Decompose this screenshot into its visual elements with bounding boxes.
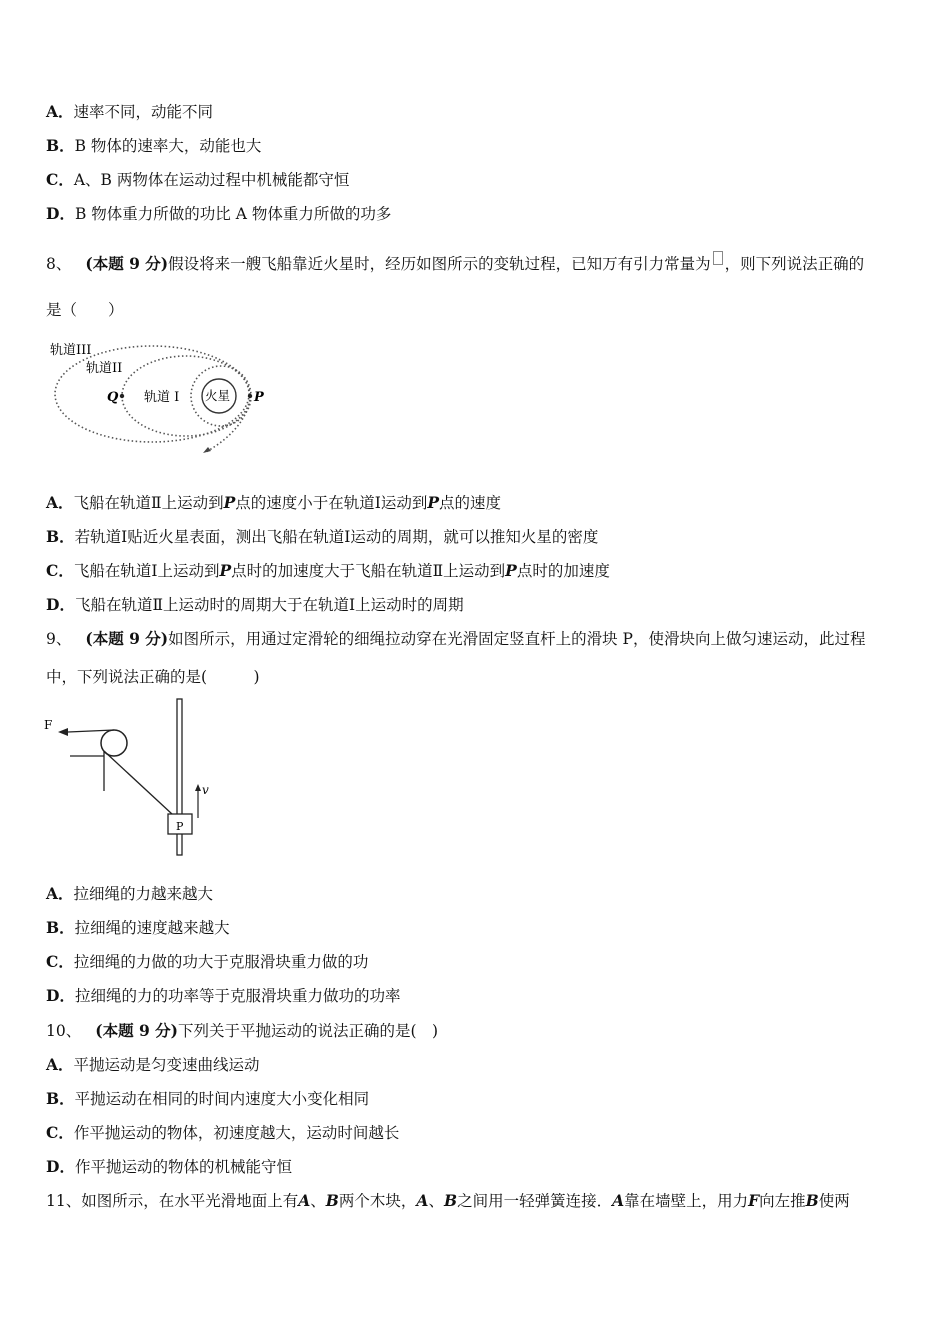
orbit-1-label: 轨道 I: [144, 390, 180, 405]
q8-stem-line2: 是（ ）: [46, 301, 124, 319]
arrow-icon: [203, 447, 211, 453]
q7-option-a: A．速率不同，动能不同: [46, 102, 214, 121]
q10-stem: 10、 (本题 9 分)下列关于平抛运动的说法正确的是( ): [46, 1021, 439, 1040]
q10-option-b: B．平抛运动在相同的时间内速度大小变化相同: [46, 1089, 370, 1108]
rope-to-block: [104, 751, 172, 814]
q8-option-a: A．飞船在轨道Ⅱ上运动到P点的速度小于在轨道Ⅰ运动到P点的速度: [46, 493, 502, 512]
q10-option-a: A．平抛运动是匀变速曲线运动: [46, 1055, 260, 1074]
q8-stem-line1: 8、 (本题 9 分)假设将来一艘飞船靠近火星时，经历如图所示的变轨过程，已知万有引力常量为 ，则下列说法正确的: [46, 251, 864, 274]
orbit-2-label: 轨道II: [86, 361, 123, 376]
mars-label: 火星: [205, 388, 231, 403]
pulley-figure: [40, 696, 230, 861]
q11-stem: 11、如图所示，在水平光滑地面上有A、B两个木块，A、B之间用一轻弹簧连接．A靠在墙壁上，用力F向左推B使两: [46, 1191, 850, 1210]
orbit-3-label: 轨道III: [50, 343, 92, 358]
missing-symbol-icon: [713, 251, 723, 265]
force-label: F: [44, 718, 53, 732]
block-label: P: [176, 820, 184, 833]
point-q-dot: [120, 394, 124, 398]
velocity-arrow-icon: [195, 784, 201, 791]
point-q-label: Q: [107, 390, 119, 405]
q9-option-b: B．拉细绳的速度越来越大: [46, 918, 230, 937]
orbit-figure: [46, 334, 276, 456]
q10-option-d: D．作平抛运动的物体的机械能守恒: [46, 1157, 292, 1176]
q7-option-d: D．B 物体重力所做的功比 A 物体重力所做的功多: [46, 204, 392, 223]
q8-option-d: D．飞船在轨道Ⅱ上运动时的周期大于在轨道Ⅰ上运动时的周期: [46, 595, 464, 614]
point-p-dot: [248, 394, 252, 398]
velocity-label: v: [202, 783, 209, 797]
q9-stem-line1: 9、 (本题 9 分)如图所示，用通过定滑轮的细绳拉动穿在光滑固定竖直杆上的滑块 P，使滑块向上做匀速运动，此过程: [46, 629, 866, 648]
q7-option-c: C．A、B 两物体在运动过程中机械能都守恒: [46, 170, 350, 189]
q9-option-d: D．拉细绳的力的功率等于克服滑块重力做功的功率: [46, 986, 401, 1005]
q9-option-a: A．拉细绳的力越来越大: [46, 884, 214, 903]
q10-option-c: C．作平抛运动的物体，初速度越大，运动时间越长: [46, 1123, 400, 1142]
q8-option-b: B．若轨道Ⅰ贴近火星表面，测出飞船在轨道Ⅰ运动的周期，就可以推知火星的密度: [46, 527, 599, 546]
force-arrow-icon: [58, 728, 68, 736]
point-p-label: P: [254, 390, 264, 405]
q7-option-b: B．B 物体的速率大，动能也大: [46, 136, 262, 155]
q8-option-c: C．飞船在轨道Ⅰ上运动到P点时的加速度大于飞船在轨道Ⅱ上运动到P点时的加速度: [46, 561, 610, 580]
q9-stem-line2: 中，下列说法正确的是( ): [46, 668, 260, 686]
q9-option-c: C．拉细绳的力做的功大于克服滑块重力做的功: [46, 952, 369, 971]
